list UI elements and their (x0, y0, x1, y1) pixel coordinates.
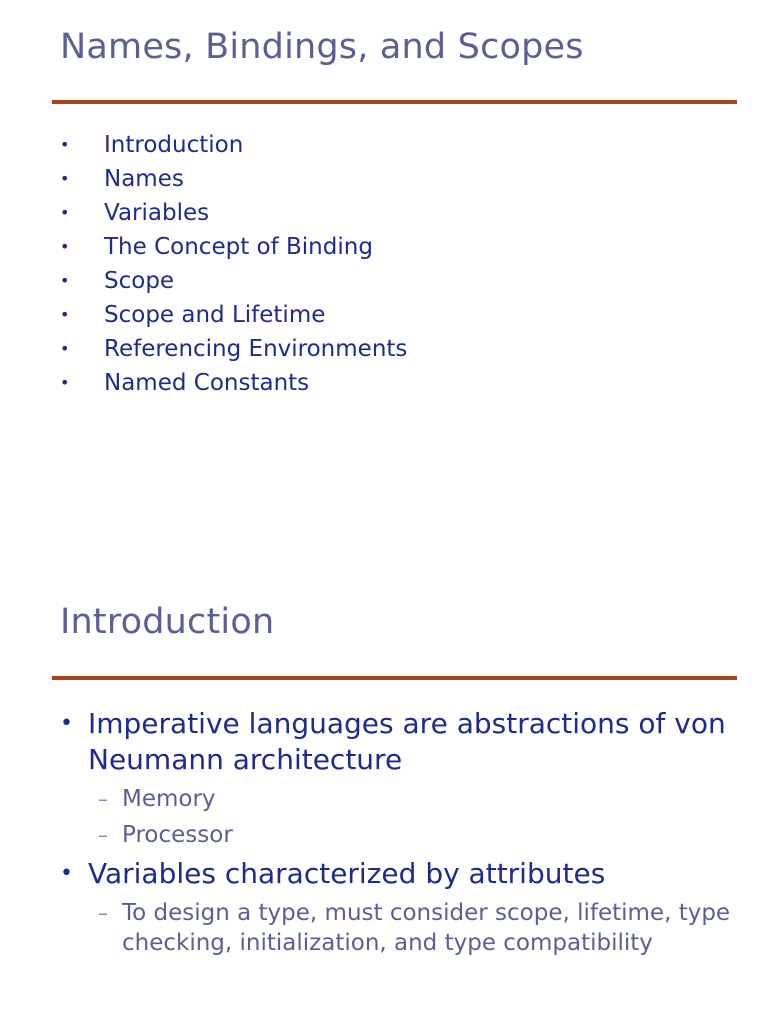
dash-icon: – (98, 787, 108, 811)
sub-point (60, 820, 740, 850)
sub-point-text: To design a type, must consider scope, lifetime, type checking, initialization, and type compatibility (122, 900, 731, 956)
sub-point (60, 784, 740, 814)
bullet-icon: • (60, 135, 70, 154)
bullet-icon: • (60, 373, 70, 392)
title-divider (52, 100, 737, 104)
list-item-text: The Concept of Binding (104, 234, 373, 260)
dash-icon: – (98, 823, 108, 847)
bullet-icon: • (60, 203, 70, 222)
list-item-text: Introduction (104, 132, 244, 158)
list-item-text: Scope and Lifetime (104, 302, 326, 328)
bullet-icon: • (60, 271, 70, 290)
title-divider (52, 676, 737, 680)
bullet-icon: • (60, 861, 73, 886)
list-item-text: Referencing Environments (104, 336, 408, 362)
sub-point (60, 898, 740, 958)
bullet-icon: • (60, 237, 70, 256)
list-item-text: Names (104, 166, 184, 192)
list-item-text: Scope (104, 268, 175, 294)
bullet-point (60, 856, 740, 892)
sub-point-text: Memory (122, 786, 216, 812)
bullet-icon: • (60, 711, 73, 736)
bullet-icon: • (60, 169, 70, 188)
slide-title: Introduction (60, 602, 275, 642)
dash-icon: – (98, 901, 108, 925)
slide-introduction (0, 576, 768, 1024)
bullet-icon: • (60, 339, 70, 358)
sub-point-text: Processor (122, 822, 233, 848)
bullet-point-text: Imperative languages are abstractions of von Neumann architecture (88, 707, 726, 776)
bullet-points (60, 706, 740, 958)
list-item-text: Variables (104, 200, 210, 226)
bullet-point-text: Variables characterized by attributes (88, 857, 606, 890)
list-item-text: Named Constants (104, 370, 310, 396)
slide-title: Names, Bindings, and Scopes (60, 27, 584, 67)
bullet-point (60, 706, 740, 778)
bullet-icon: • (60, 305, 70, 324)
